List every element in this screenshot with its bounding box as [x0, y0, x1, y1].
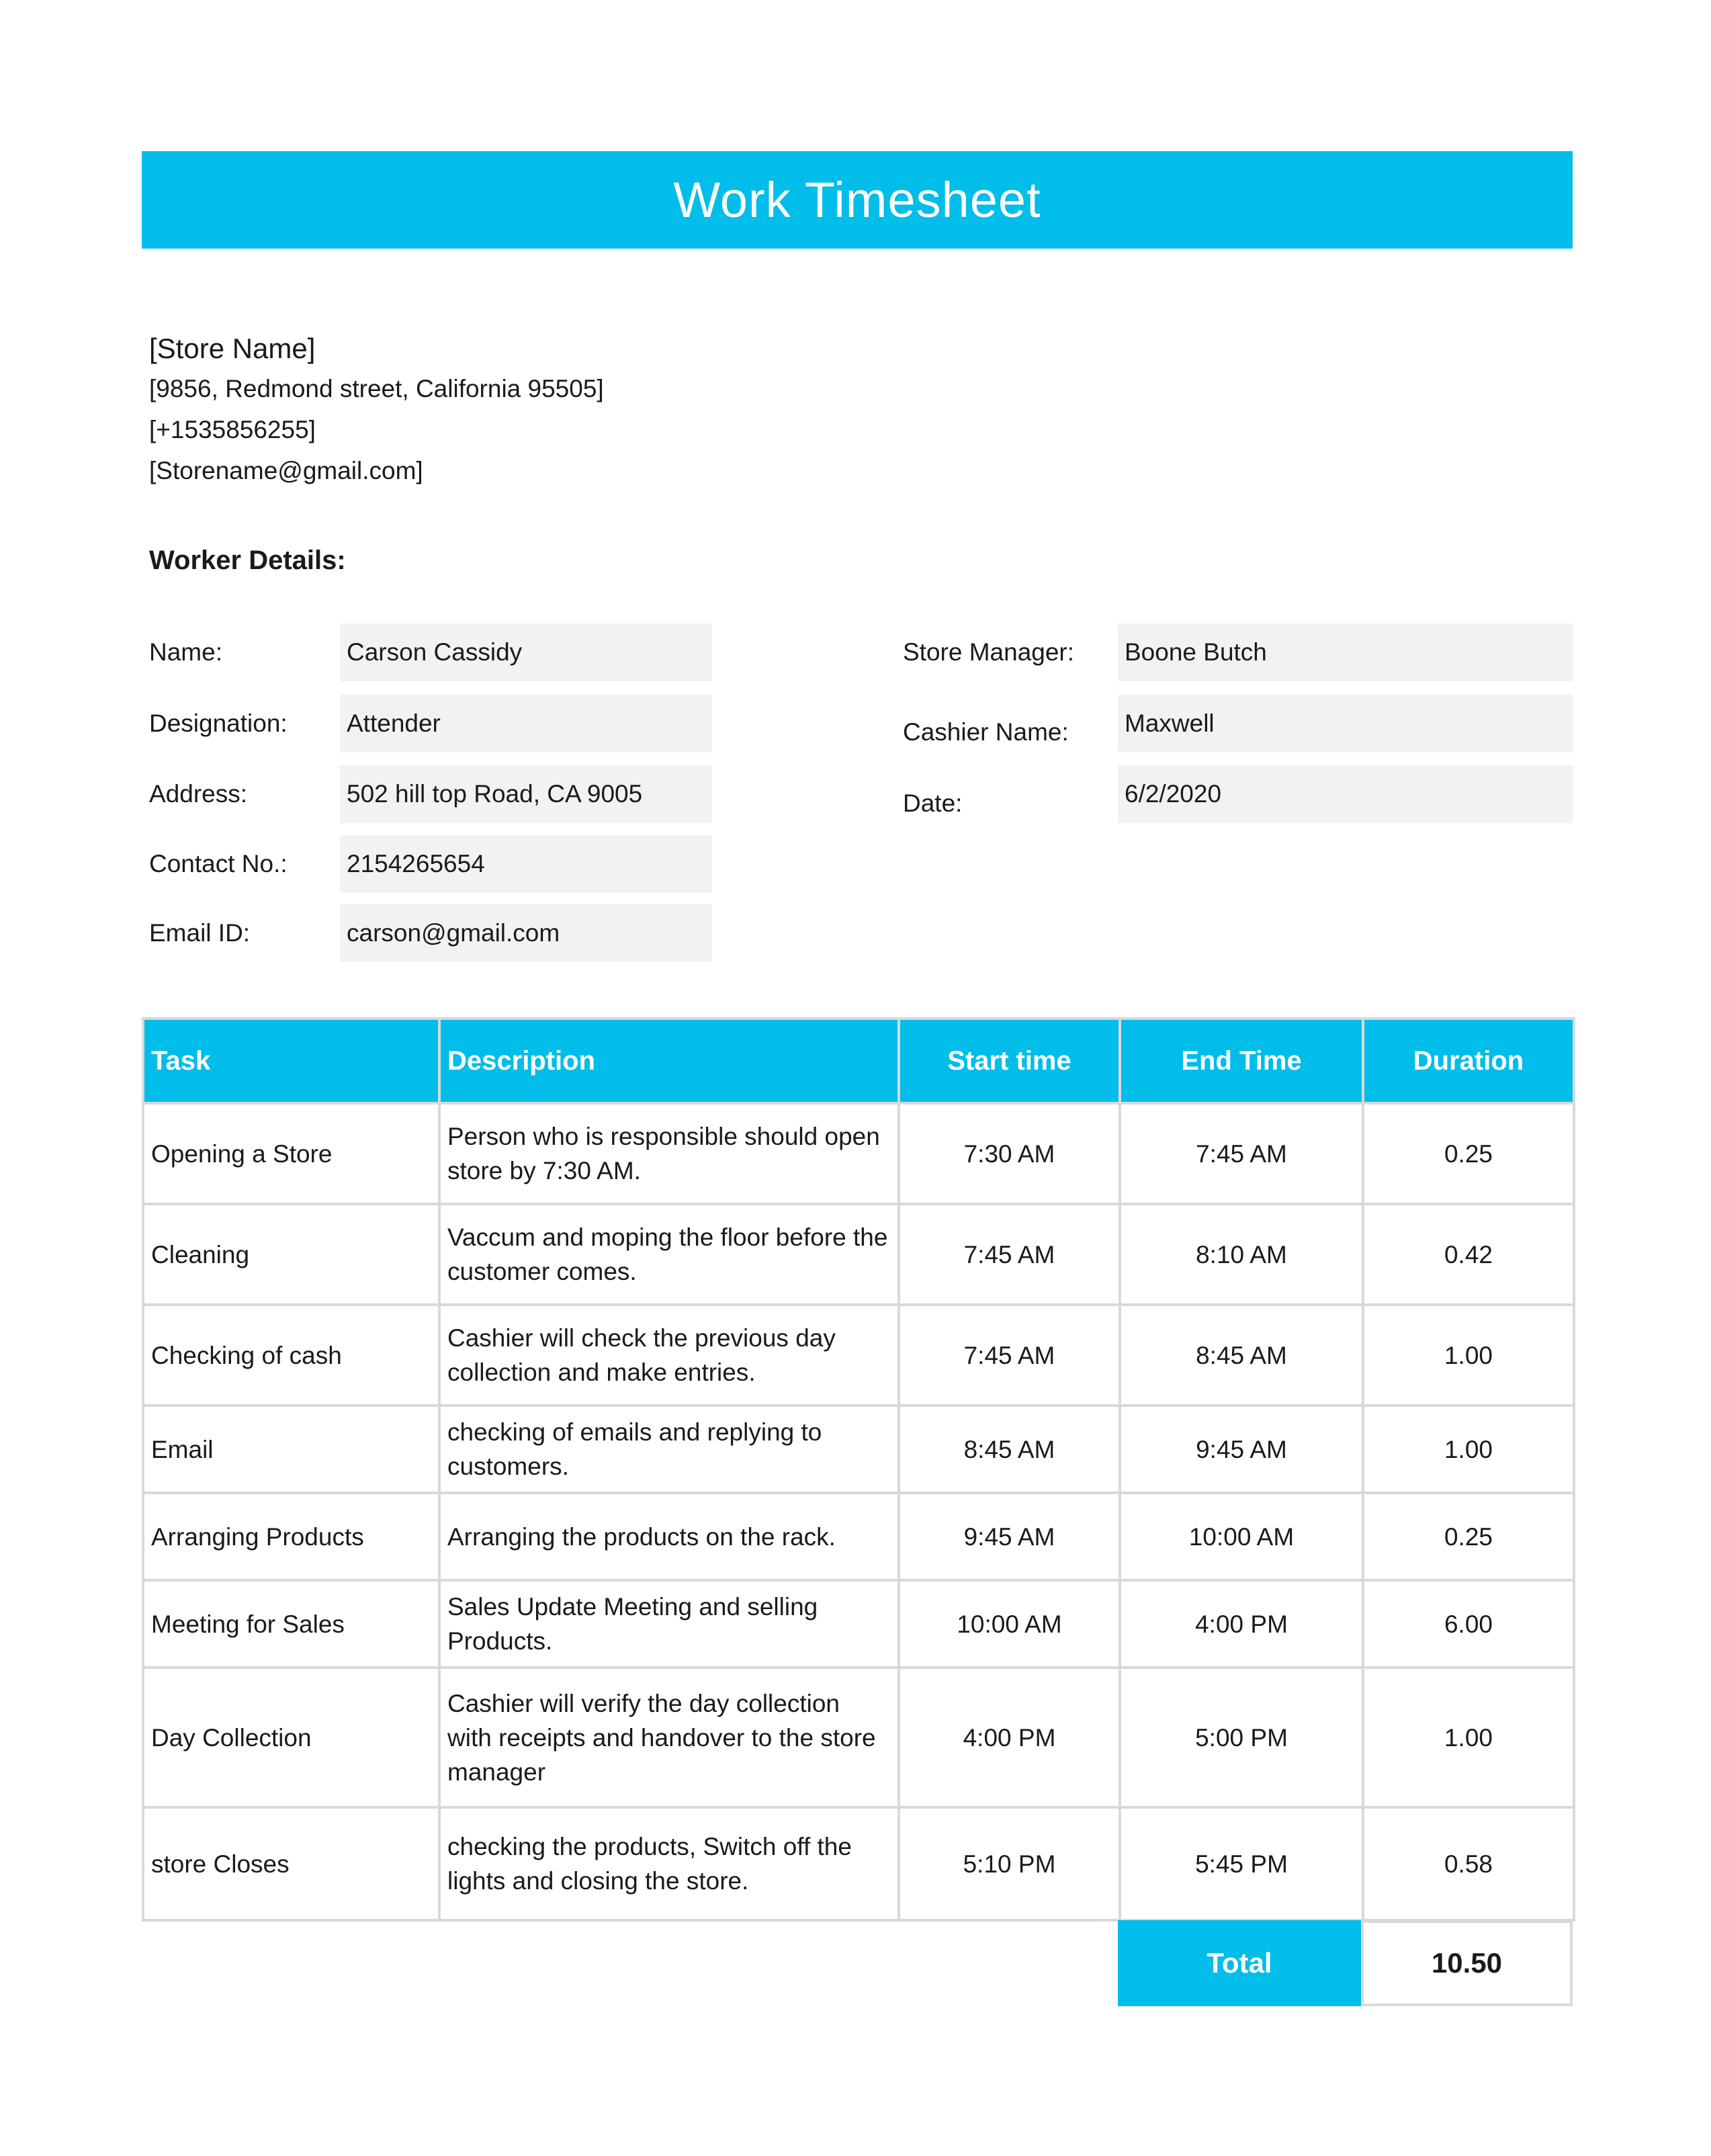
address-field[interactable]: 502 hill top Road, CA 9005 — [340, 765, 712, 823]
end-time-cell[interactable]: 5:00 PM — [1120, 1668, 1363, 1807]
duration-cell[interactable]: 0.25 — [1363, 1103, 1574, 1204]
email-field[interactable]: carson@gmail.com — [340, 904, 712, 962]
start-time-cell[interactable]: 7:45 AM — [899, 1204, 1120, 1305]
start-time-cell[interactable]: 7:45 AM — [899, 1305, 1120, 1406]
table-header-row — [143, 1019, 1574, 1103]
end-time-cell[interactable]: 5:45 PM — [1120, 1807, 1363, 1920]
description-cell[interactable]: Sales Update Meeting and selling Products. — [439, 1580, 899, 1668]
end-time-cell[interactable]: 7:45 AM — [1120, 1103, 1363, 1204]
store-manager-label: Store Manager: — [903, 638, 1075, 666]
date-label: Date: — [903, 789, 963, 817]
start-time-cell[interactable]: 10:00 AM — [899, 1580, 1120, 1668]
page-title: Work Timesheet — [673, 172, 1041, 228]
task-cell[interactable]: Meeting for Sales — [143, 1580, 439, 1668]
date-field[interactable]: 6/2/2020 — [1118, 765, 1573, 823]
end-time-cell[interactable]: 8:45 AM — [1120, 1305, 1363, 1406]
header-task: Task — [143, 1019, 439, 1103]
store-manager-field[interactable]: Boone Butch — [1118, 623, 1573, 681]
description-cell[interactable]: checking of emails and replying to customers. — [439, 1406, 899, 1493]
end-time-cell[interactable]: 4:00 PM — [1120, 1580, 1363, 1668]
contact-label: Contact No.: — [149, 850, 288, 877]
duration-cell[interactable]: 1.00 — [1363, 1668, 1574, 1807]
total-label: Total — [1118, 1920, 1361, 2006]
header-start-time: Start time — [899, 1019, 1120, 1103]
description-cell[interactable]: Person who is responsible should open store by 7:30 AM. — [439, 1103, 899, 1204]
description-cell[interactable]: checking the products, Switch off the lights and closing the store. — [439, 1807, 899, 1920]
cashier-name-label: Cashier Name: — [903, 718, 1069, 746]
task-cell[interactable]: Email — [143, 1406, 439, 1493]
description-cell[interactable]: Cashier will check the previous day collection and make entries. — [439, 1305, 899, 1406]
duration-cell[interactable]: 6.00 — [1363, 1580, 1574, 1668]
task-cell[interactable]: Checking of cash — [143, 1305, 439, 1406]
store-phone: [+1535856255] — [149, 416, 316, 443]
header-description: Description — [439, 1019, 899, 1103]
store-info — [149, 329, 604, 491]
designation-label: Designation: — [149, 709, 288, 737]
task-cell[interactable]: Arranging Products — [143, 1493, 439, 1580]
task-cell[interactable]: Opening a Store — [143, 1103, 439, 1204]
task-cell[interactable]: store Closes — [143, 1807, 439, 1920]
task-cell[interactable]: Day Collection — [143, 1668, 439, 1807]
store-name: [Store Name] — [149, 333, 316, 364]
task-cell[interactable]: Cleaning — [143, 1204, 439, 1305]
start-time-cell[interactable]: 7:30 AM — [899, 1103, 1120, 1204]
duration-cell[interactable]: 0.25 — [1363, 1493, 1574, 1580]
header-duration: Duration — [1363, 1019, 1574, 1103]
start-time-cell[interactable]: 8:45 AM — [899, 1406, 1120, 1493]
description-cell[interactable]: Vaccum and moping the floor before the customer comes. — [439, 1204, 899, 1305]
table-row — [143, 1493, 1574, 1580]
worker-details-heading: Worker Details: — [149, 546, 346, 575]
designation-field[interactable]: Attender — [340, 695, 712, 752]
start-time-cell[interactable]: 5:10 PM — [899, 1807, 1120, 1920]
title-bar — [142, 151, 1573, 249]
cashier-name-field[interactable]: Maxwell — [1118, 695, 1573, 752]
duration-cell[interactable]: 0.58 — [1363, 1807, 1574, 1920]
description-cell[interactable]: Cashier will verify the day collection with receipts and handover to the store manager — [439, 1668, 899, 1807]
description-cell[interactable]: Arranging the products on the rack. — [439, 1493, 899, 1580]
duration-cell[interactable]: 1.00 — [1363, 1305, 1574, 1406]
table-row — [143, 1103, 1574, 1204]
address-label: Address: — [149, 780, 248, 808]
store-email: [Storename@gmail.com] — [149, 457, 423, 484]
email-label: Email ID: — [149, 919, 251, 947]
duration-cell[interactable]: 1.00 — [1363, 1406, 1574, 1493]
end-time-cell[interactable]: 10:00 AM — [1120, 1493, 1363, 1580]
end-time-cell[interactable]: 9:45 AM — [1120, 1406, 1363, 1493]
table-row — [143, 1807, 1574, 1920]
table-row — [143, 1204, 1574, 1305]
table-row — [143, 1305, 1574, 1406]
duration-cell[interactable]: 0.42 — [1363, 1204, 1574, 1305]
name-field[interactable]: Carson Cassidy — [340, 623, 712, 681]
header-end-time: End Time — [1120, 1019, 1363, 1103]
table-row — [143, 1580, 1574, 1668]
name-label: Name: — [149, 638, 222, 666]
store-address: [9856, Redmond street, California 95505] — [149, 375, 604, 402]
table-row — [143, 1668, 1574, 1807]
total-value: 10.50 — [1361, 1920, 1573, 2006]
start-time-cell[interactable]: 9:45 AM — [899, 1493, 1120, 1580]
table-row — [143, 1406, 1574, 1493]
start-time-cell[interactable]: 4:00 PM — [899, 1668, 1120, 1807]
end-time-cell[interactable]: 8:10 AM — [1120, 1204, 1363, 1305]
task-table — [142, 1017, 1575, 1922]
contact-field[interactable]: 2154265654 — [340, 835, 712, 893]
